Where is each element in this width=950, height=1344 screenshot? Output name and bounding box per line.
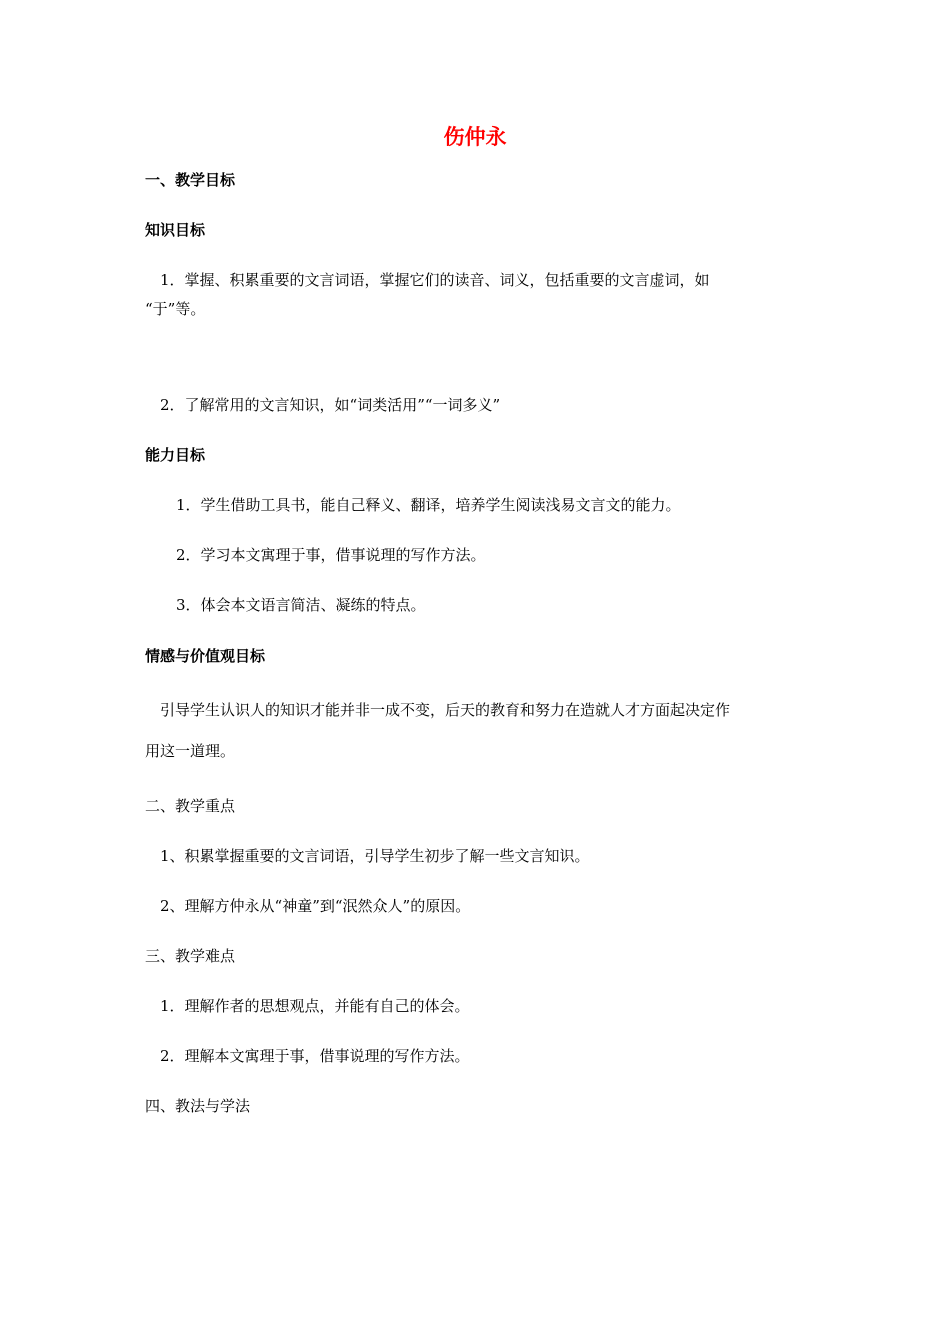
page-title: 伤仲永: [443, 125, 507, 149]
subheading-knowledge-goals: 知识目标: [145, 221, 206, 239]
ability-item-3: 3．体会本文语言简洁、凝练的特点。: [176, 596, 426, 614]
ability-item-2: 2．学习本文寓理于事，借事说理的写作方法。: [176, 546, 486, 564]
key-point-2: 2、理解方仲永从“神童”到“泯然众人”的原因。: [160, 897, 471, 915]
section-heading-methods: 四、教法与学法: [145, 1097, 251, 1115]
knowledge-item-2: 2．了解常用的文言知识，如“词类活用”“一词多义”: [160, 396, 501, 414]
knowledge-item-1-line2: “于”等。: [145, 300, 206, 318]
key-point-1: 1、积累掌握重要的文言词语，引导学生初步了解一些文言知识。: [160, 847, 590, 865]
subheading-emotion-goals: 情感与价值观目标: [145, 647, 266, 665]
knowledge-item-1-line1: 1．掌握、积累重要的文言词语，掌握它们的读音、词义，包括重要的文言虚词，如: [160, 271, 710, 289]
emotion-paragraph-line1: 引导学生认识人的知识才能并非一成不变，后天的教育和努力在造就人才方面起决定作: [160, 701, 731, 719]
difficulty-2: 2．理解本文寓理于事，借事说理的写作方法。: [160, 1047, 470, 1065]
section-heading-teaching-goals: 一、教学目标: [145, 171, 236, 189]
section-heading-difficulties: 三、教学难点: [145, 947, 236, 965]
section-heading-key-points: 二、教学重点: [145, 797, 236, 815]
ability-item-1: 1．学生借助工具书，能自己释义、翻译，培养学生阅读浅易文言文的能力。: [176, 496, 681, 514]
subheading-ability-goals: 能力目标: [145, 446, 206, 464]
emotion-paragraph-line2: 用这一道理。: [145, 742, 236, 760]
difficulty-1: 1．理解作者的思想观点，并能有自己的体会。: [160, 997, 470, 1015]
